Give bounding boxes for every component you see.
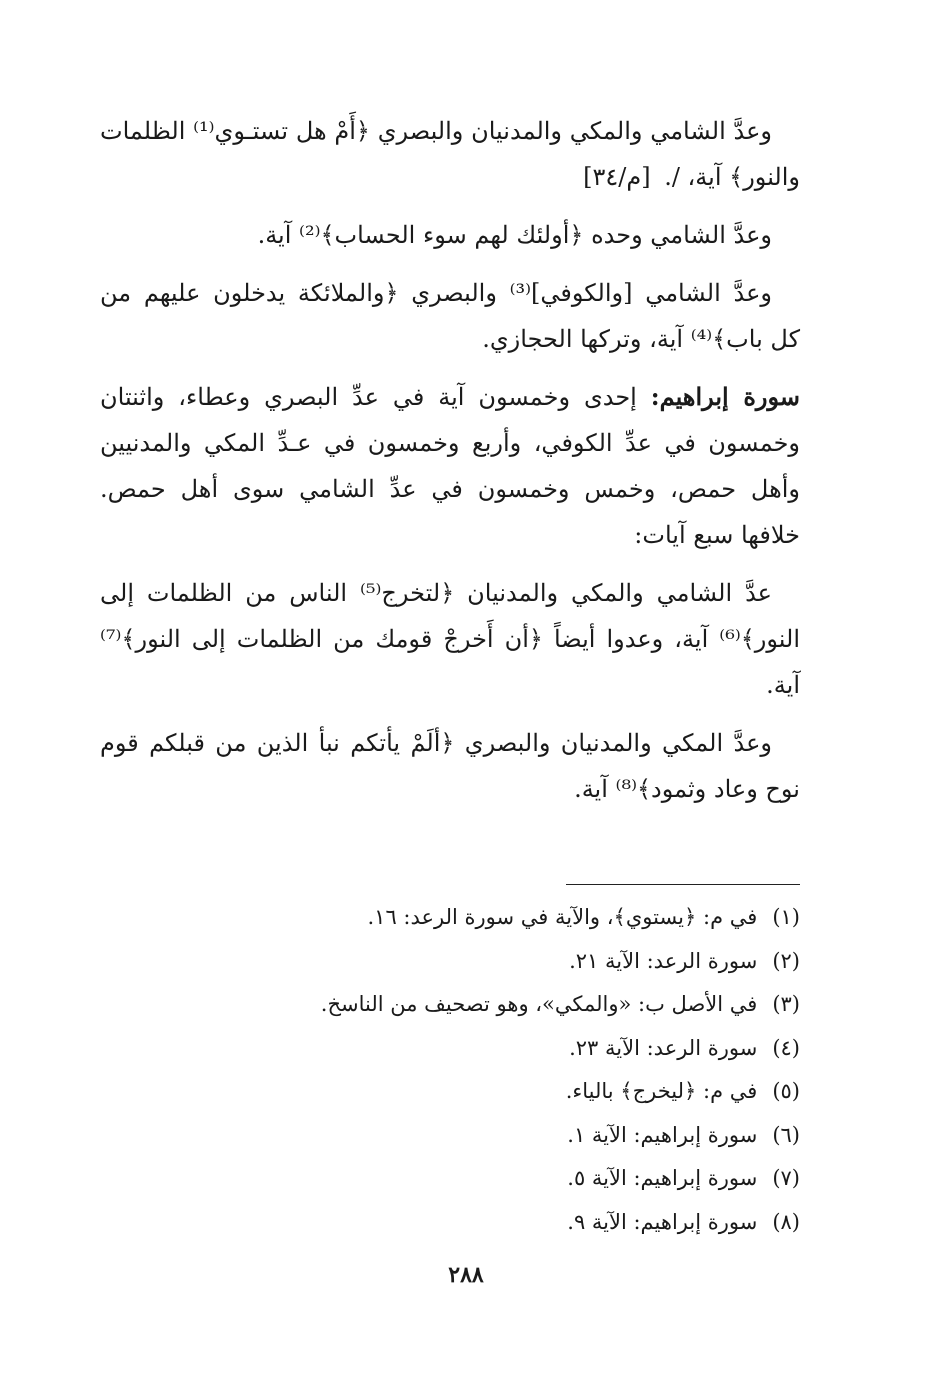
footnote-text: سورة إبراهيم: الآية ١. (567, 1122, 758, 1147)
footnote (100, 1157, 800, 1201)
footnote-number: (٢) (772, 948, 800, 973)
footnote-text: في الأصل ب: «والمكي»، وهو تصحيف من الناسخ. (320, 992, 758, 1016)
footnote-number: (١) (772, 905, 800, 929)
paragraph-6 (100, 720, 800, 812)
footnote-number: (٦) (772, 1122, 800, 1147)
footnote (100, 983, 800, 1027)
main-text (100, 108, 800, 824)
paragraph-text: وعدَّ الشامي [والكوفي]⁽³⁾ والبصري ﴿والملائكة يدخلون عليهم من كل باب﴾⁽⁴⁾ آية، وتركها الحجازي. (100, 279, 800, 353)
footnote (100, 1201, 800, 1245)
manuscript-page-ref: [م/٣٤] (583, 163, 651, 191)
footnote-divider (566, 884, 800, 885)
paragraph-2 (100, 212, 800, 258)
footnote-text: سورة إبراهيم: الآية ٥. (567, 1166, 758, 1190)
footnote-number: (٤) (772, 1035, 800, 1060)
footnote-text: في م: ﴿يستوي﴾، والآية في سورة الرعد: ١٦. (367, 905, 758, 929)
footnote-text: في م: ﴿ليخرج﴾ بالياء. (565, 1079, 758, 1103)
paragraph-3 (100, 270, 800, 362)
footnotes (100, 896, 800, 1244)
footnote (100, 1114, 800, 1158)
footnote-number: (٧) (772, 1166, 800, 1190)
paragraph-text: وعدَّ الشامي والمكي والمدنيان والبصري ﴿أَمْ هل تستـوي⁽¹⁾ الظلمات والنور﴾ آية، /. (100, 117, 800, 191)
paragraph-4 (100, 374, 800, 558)
footnote (100, 1027, 800, 1071)
paragraph-text: وعدَّ الشامي وحده ﴿أولئك لهم سوء الحساب﴾⁽²⁾ آية. (257, 221, 772, 249)
footnote-number: (٣) (772, 992, 800, 1016)
footnote-number: (٥) (772, 1079, 800, 1103)
footnote-text: سورة الرعد: الآية ٢١. (569, 948, 758, 973)
footnote (100, 940, 800, 984)
footnote-text: سورة إبراهيم: الآية ٩. (567, 1209, 758, 1234)
page-number: ٢٨٨ (448, 1262, 484, 1288)
paragraph-text: وعدَّ المكي والمدنيان والبصري ﴿ألَمْ يأتكم نبأ الذين من قبلكم قوم نوح وعاد وثمود﴾⁽⁸⁾ آية. (100, 729, 800, 803)
paragraph-5 (100, 570, 800, 708)
footnote (100, 1070, 800, 1114)
surah-heading: سورة إبراهيم: (650, 382, 801, 411)
footnote-text: سورة الرعد: الآية ٢٣. (569, 1035, 758, 1060)
footnote (100, 896, 800, 940)
paragraph-1 (100, 108, 800, 200)
footnote-number: (٨) (772, 1209, 800, 1234)
paragraph-text: عدَّ الشامي والمكي والمدنيان ﴿لتخرج⁽⁵⁾ الناس من الظلمات إلى النور﴾⁽⁶⁾ آية، وعدوا أيضاً ﴿أن أَخرجْ قومك من الظلمات إلى النور﴾⁽⁷⁾ آية. (100, 579, 800, 699)
paragraph-text: إحدى وخمسون آية في عدِّ البصري وعطاء، واثنتان وخمسون في عدِّ الكوفي، وأربع وخمسون في عـدِّ المكي والمدنيين وأهل حمص، وخمس وخمسون في عدِّ الشامي سوى أهل حمص. خلافها سبع آيات: (100, 383, 800, 549)
